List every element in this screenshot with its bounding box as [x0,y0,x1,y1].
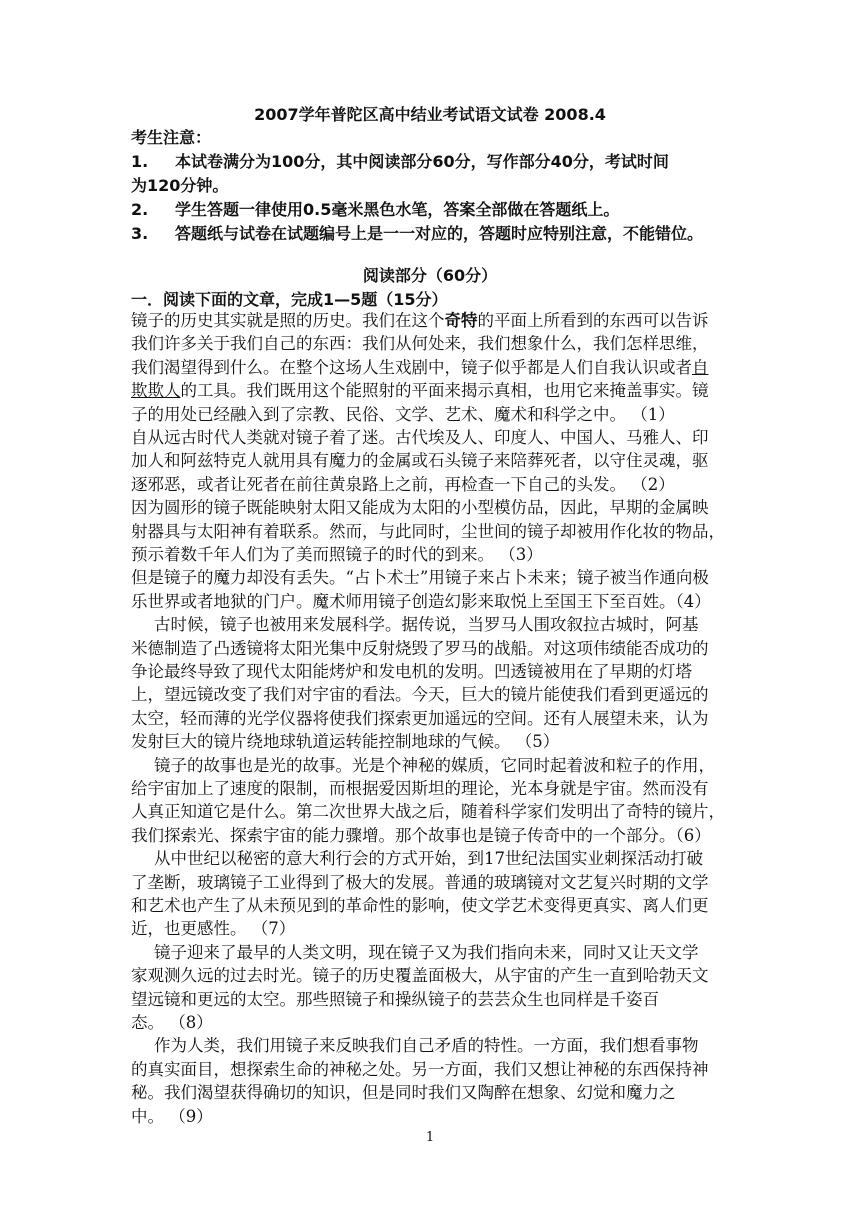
passage-line: 古时候，镜子也被用来发展科学。据传说，当罗马人围攻叙拉古城时，阿基 [154,615,699,635]
note-text: 答题纸与试卷在试题编号上是一一对应的，答题时应特别注意，不能错位。 [175,224,704,243]
passage-line: 家观测久远的过去时光。镜子的历史覆盖面极大，从宇宙的产生一直到哈勃天文 [131,966,709,986]
note-1-cont: 为120分钟。 [131,176,229,195]
passage-line: 我们许多关于我们自己的东西：我们从何处来，我们想象什么，我们怎样思维， [131,334,709,354]
passage-line: 子的用处已经融入到了宗教、民俗、文学、艺术、魔术和科学之中。 （1） [131,404,675,424]
passage-line: 镜子迎来了最早的人类文明，现在镜子又为我们指向未来，同时又让天文学 [154,942,699,962]
note-number: 3. [131,224,149,243]
passage-line: 秘。我们渴望获得确切的知识，但是同时我们又陶醉在想象、幻觉和魔力之 [131,1083,676,1103]
passage-line: 射器具与太阳神有着联系。然而，与此同时，尘世间的镜子却被用作化妆的物品， [131,521,725,541]
passage-line: 近，也更感性。 （7） [131,919,296,939]
section-title: 阅读部分（60分） [362,266,498,285]
note-number: 2. [131,200,149,219]
passage-line: 和艺术也产生了从未预见到的革命性的影响，使文学艺术变得更真实、离人们更 [131,896,709,915]
passage-line: 但是镜子的魔力却没有丢失。“占卜术士”用镜子来占卜未来；镜子被当作通向极 [131,568,709,588]
passage-line: 自从远古时代人类就对镜子着了迷。古代埃及人、印度人、中国人、马雅人、印 [131,428,709,447]
note-text: 本试卷满分为100分，其中阅读部分60分，写作部分40分，考试时间 [175,152,669,171]
passage-line: 米德制造了凸透镜将太阳光集中反射烧毁了罗马的战船。对这项伟绩能否成功的 [131,638,709,658]
passage-line: 给宇宙加上了速度的限制，而根据爱因斯坦的理论，光本身就是宇宙。然而没有 [131,779,709,798]
page-number: 1 [425,1130,435,1145]
notice-label: 考生注意： [131,128,212,147]
question-heading: 一．阅读下面的文章，完成1—5题（15分） [131,290,448,309]
passage-line: 发射巨大的镜片绕地球轨道运转能控制地球的气候。 （5） [131,732,560,752]
passage-line: 望远镜和更远的太空。那些照镜子和操纵镜子的芸芸众生也同样是千姿百 [131,989,659,1009]
passage-line: 上，望远镜改变了我们对宇宙的看法。今天，巨大的镜片能使我们看到更遥远的 [131,685,709,705]
passage-line: 欺欺人的工具。我们既用这个能照射的平面来揭示真相，也用它来掩盖事实。镜 [131,381,709,401]
passage-line: 人真正知道它是什么。第二次世界大战之后，随着科学家们发明出了奇特的镜片， [131,802,725,822]
passage-line: 加人和阿兹特克人就用具有魔力的金属或石头镜子来陪葬死者，以守住灵魂，驱 [131,451,709,471]
passage-line: 争论最终导致了现代太阳能烤炉和发电机的发明。凹透镜被用在了早期的灯塔 [131,662,692,681]
note-number: 1. [131,152,149,171]
passage-line: 镜子的故事也是光的故事。光是个神秘的媒质，它同时起着波和粒子的作用， [154,755,715,775]
passage-line: 作为人类，我们用镜子来反映我们自己矛盾的特性。一方面，我们想看事物 [154,1036,699,1056]
passage-line: 的真实面目，想探索生命的神秘之处。另一方面，我们又想让神秘的东西保持神 [131,1059,709,1079]
passage-line: 我们渴望得到什么。在整个这场人生戏剧中，镜子似乎都是人们自我认识或者自 [131,357,709,377]
exam-title: 2007学年普陀区高中结业考试语文试卷 2008.4 [254,105,606,124]
passage-line: 逐邪恶，或者让死者在前往黄泉路上之前，再检查一下自己的头发。 （2） [131,474,675,494]
passage-line: 太空，轻而薄的光学仪器将使我们探索更加遥远的空间。还有人展望未来，认为 [131,708,709,728]
passage-line: 从中世纪以秘密的意大利行会的方式开始，到17世纪法国实业刺探活动打破 [154,849,703,869]
passage-line: 乐世界或者地狱的门户。魔术师用镜子创造幻影来取悦上至国王下至百姓。（4） [131,591,711,611]
passage-line: 了垄断，玻璃镜子工业得到了极大的发展。普通的玻璃镜对文艺复兴时期的文学 [131,872,709,892]
passage-line: 中。 （9） [131,1106,213,1126]
note-text: 学生答题一律使用0.5毫米黑色水笔，答案全部做在答题纸上。 [175,200,620,219]
passage-line: 我们探索光、探索宇宙的能力骤增。那个故事也是镜子传奇中的一个部分。（6） [131,825,711,845]
passage-line: 因为圆形的镜子既能映射太阳又能成为太阳的小型模仿品，因此，早期的金属映 [131,498,709,518]
passage-line: 态。 （8） [131,1013,213,1032]
passage-line: 预示着数千年人们为了美而照镜子的时代的到来。 （3） [131,545,543,564]
passage-line: 镜子的历史其实就是照的历史。我们在这个奇特的平面上所看到的东西可以告诉 [131,311,709,330]
